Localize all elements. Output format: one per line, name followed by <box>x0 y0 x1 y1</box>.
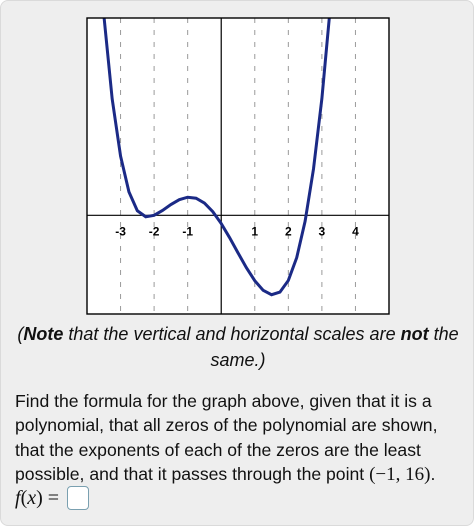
question-period: . <box>430 464 436 485</box>
x-symbol: x <box>27 486 37 509</box>
plot-area <box>87 18 389 314</box>
answer-input[interactable] <box>67 486 89 510</box>
question-text <box>15 389 465 488</box>
question-line-3: that the exponents of each of the zeros are the least <box>15 439 421 460</box>
question-line-1: Find the formula for the graph above, given that it is a <box>15 391 432 411</box>
note-text: that the vertical and horizontal scales are <box>63 324 401 344</box>
note-bold-word: Note <box>23 324 64 344</box>
tick-label-3: 3 <box>318 224 326 239</box>
tick-label-4: 4 <box>352 224 359 239</box>
function-label <box>15 487 59 510</box>
polynomial-graph <box>1 1 474 331</box>
f-symbol: f <box>15 486 21 509</box>
note-text-end: the <box>428 324 459 344</box>
tick-label-1: 1 <box>251 224 259 239</box>
tick-label-2: 2 <box>284 224 292 239</box>
note-not-word: not <box>400 324 429 344</box>
note-paren: ( <box>17 324 24 344</box>
scale-note <box>13 321 463 373</box>
question-line-4-text: possible, and that it passes through the point <box>15 464 370 485</box>
open-paren: ( <box>20 486 28 509</box>
given-point: (−1, 16) <box>369 464 431 486</box>
answer-row <box>15 483 89 513</box>
equals-sign: ) = <box>36 486 60 509</box>
tick-label--2: -2 <box>148 224 160 239</box>
question-line-2: polynomial, that all zeros of the polynomial are shown, <box>15 415 438 436</box>
tick-label--1: -1 <box>182 224 194 239</box>
tick-label--3: -3 <box>115 224 126 239</box>
note-line-2: same.) <box>210 350 266 370</box>
